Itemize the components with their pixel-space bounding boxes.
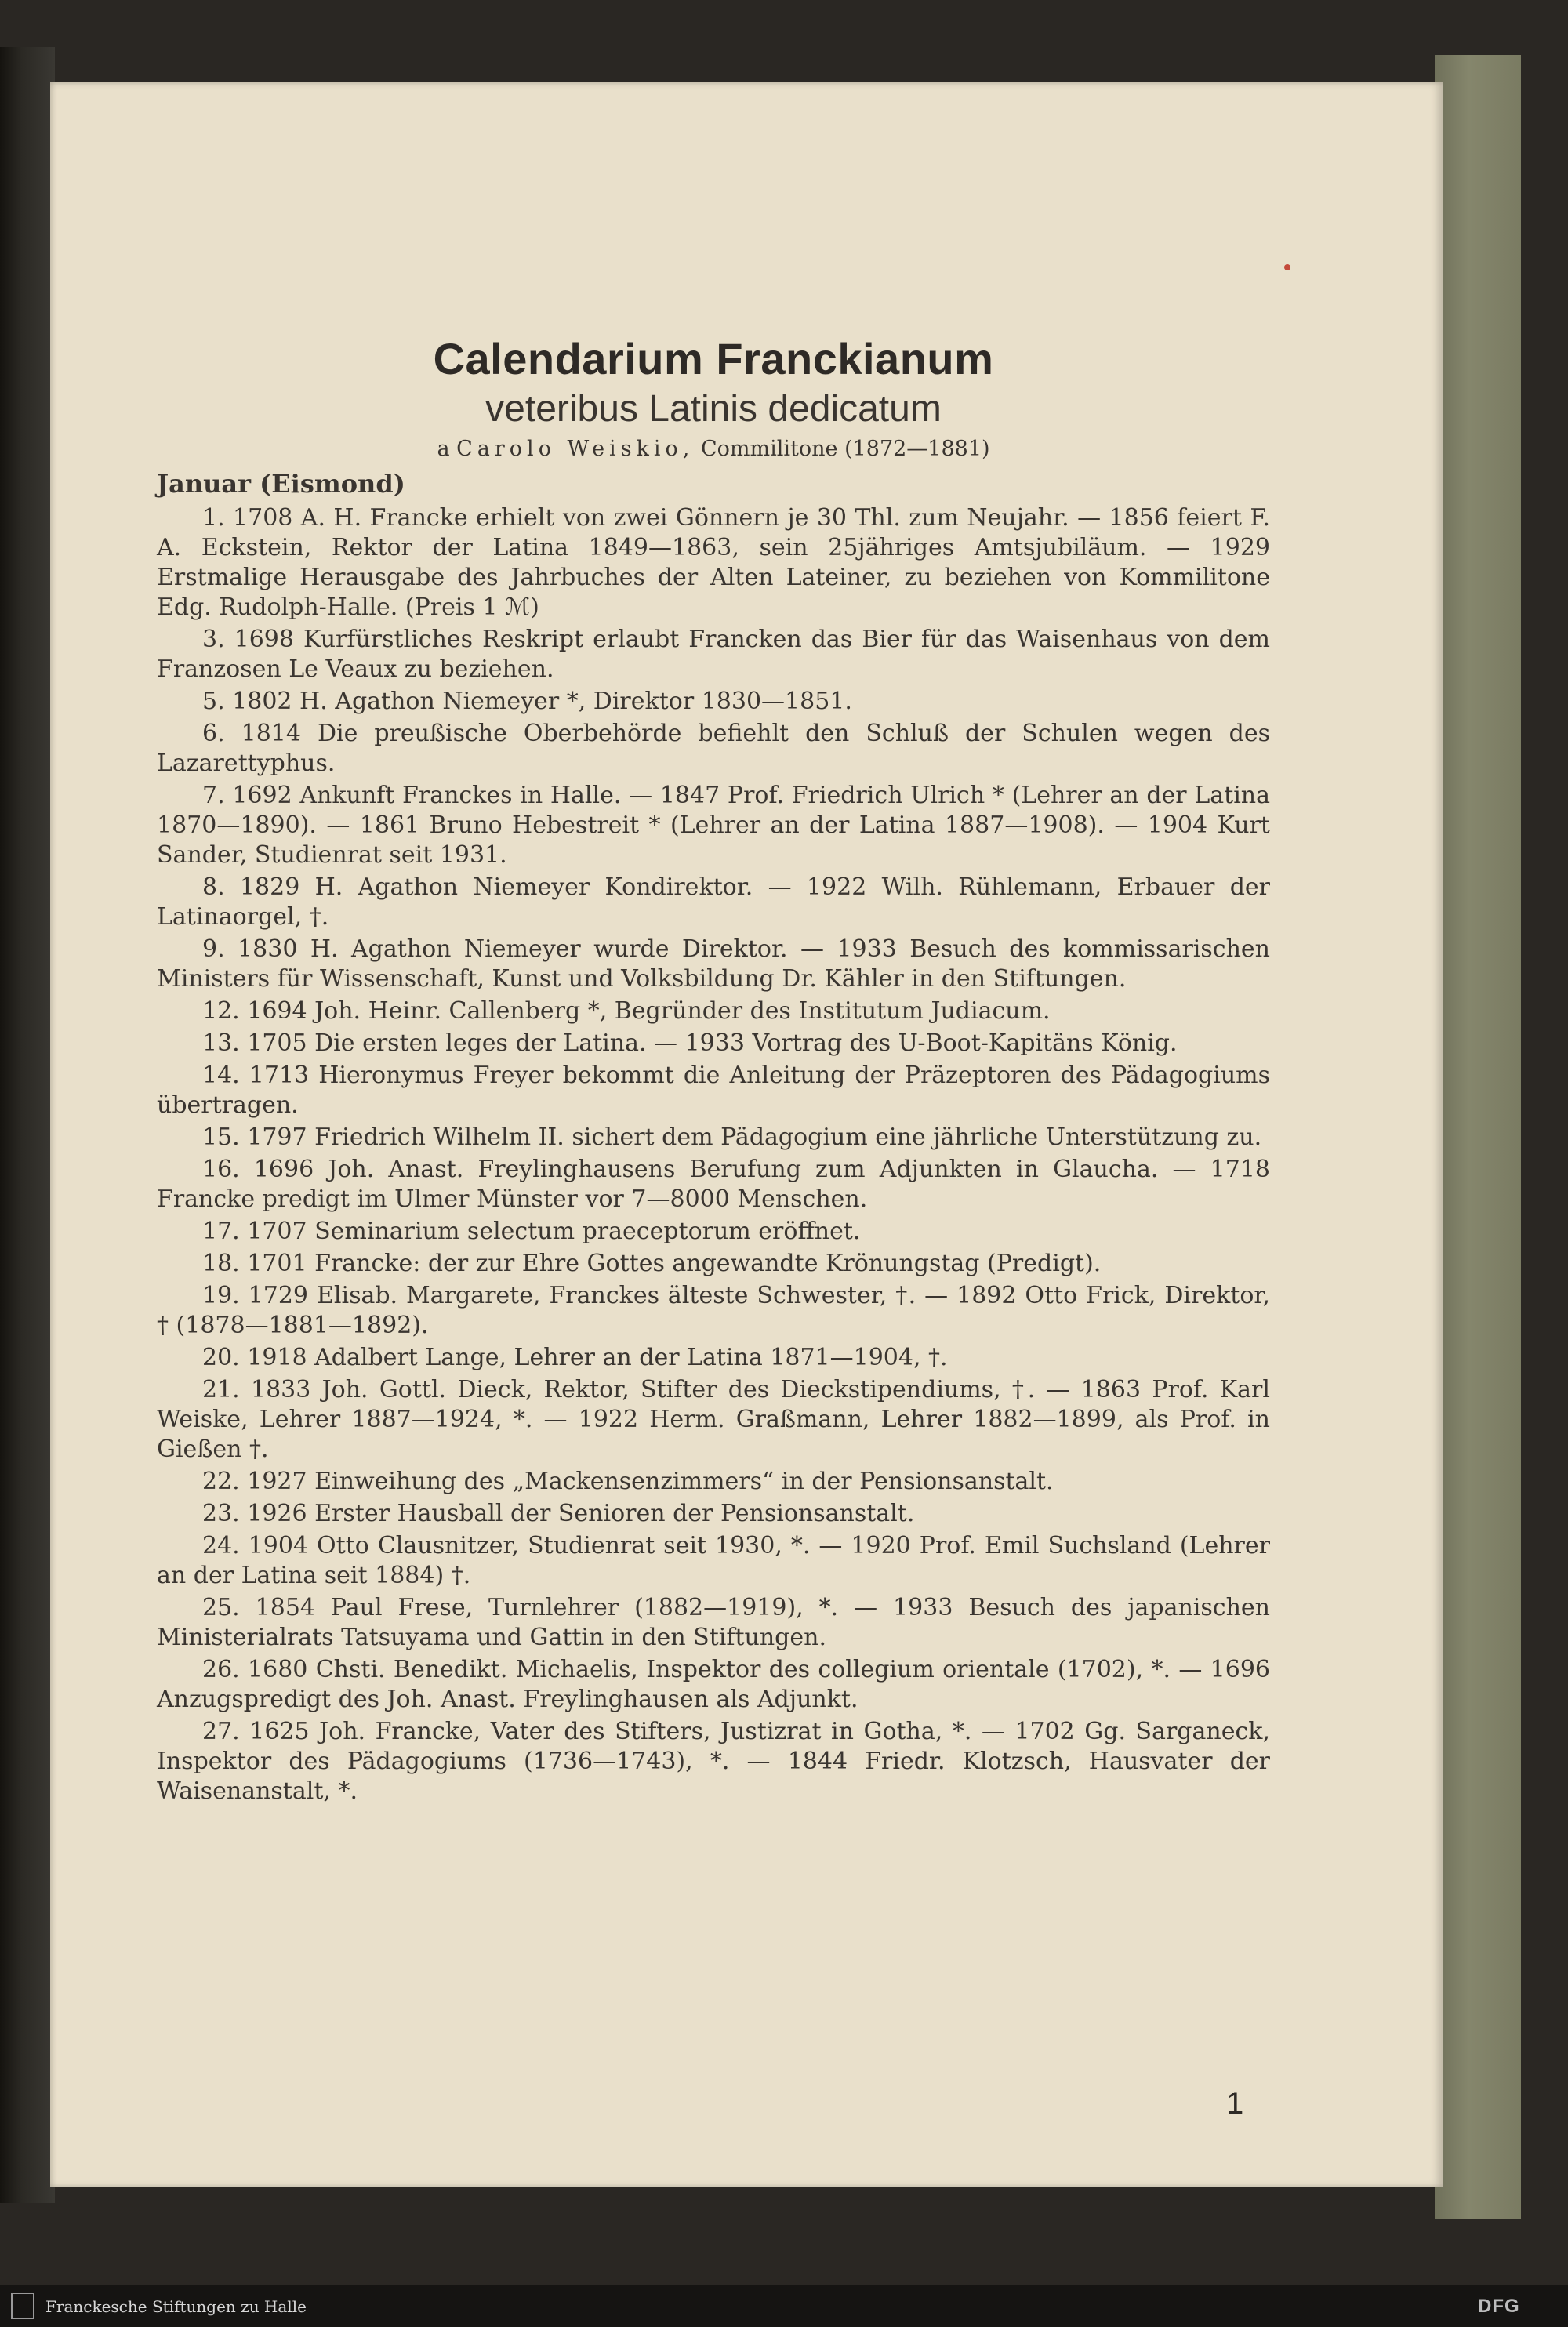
calendar-entry: 17. 1707 Seminarium selectum praeceptorum eröffnet.: [202, 1218, 861, 1245]
book-binding-left: [0, 47, 55, 2203]
calendar-entry: 24. 1904 Otto Clausnitzer, Studienrat seit 1930, *. — 1920 Prof. Emil Suchsland (Lehrer an der Latina seit 1884) †.: [157, 1532, 1270, 1589]
calendar-entry: 20. 1918 Adalbert Lange, Lehrer an der Latina 1871—1904, †.: [202, 1344, 948, 1371]
page-number: 1: [1226, 2086, 1244, 2121]
calendar-entry: 5. 1802 H. Agathon Niemeyer *, Direktor 1830—1851.: [202, 688, 852, 715]
calendar-entry: 15. 1797 Friedrich Wilhelm II. sichert dem Pädagogium eine jährliche Unterstützung zu.: [202, 1124, 1262, 1151]
calendar-entry: 8. 1829 H. Agathon Niemeyer Kondirektor. — 1922 Wilh. Rühlemann, Erbauer der Latinaorgel, †.: [157, 873, 1270, 931]
byline-prefix: a: [437, 437, 450, 461]
entry-list: [157, 503, 1270, 1806]
book-binding-right: [1435, 55, 1521, 2219]
calendar-entry: 23. 1926 Erster Hausball der Senioren der Pensionsanstalt.: [202, 1500, 915, 1527]
institution-logo-icon: [11, 2293, 34, 2319]
calendar-entry: 27. 1625 Joh. Francke, Vater des Stifters, Justizrat in Gotha, *. — 1702 Gg. Sarganeck, Inspektor des Pädagogiums (1736—1743), *. — 1844 Friedr. Klotzsch, Hausvater der Waisenanstalt, *.: [157, 1718, 1270, 1805]
institution-label: Franckesche Stiftungen zu Halle: [45, 2297, 307, 2316]
calendar-entry: 14. 1713 Hieronymus Freyer bekommt die Anleitung der Präzeptoren des Pädagogiums übertragen.: [157, 1062, 1270, 1119]
month-heading: Januar (Eismond): [157, 469, 405, 499]
page-subtitle: veteribus Latinis dedicatum: [485, 388, 942, 430]
dfg-logo: DFG: [1478, 2296, 1520, 2317]
calendar-entry: 21. 1833 Joh. Gottl. Dieck, Rektor, Stifter des Dieckstipendiums, †. — 1863 Prof. Karl Weiske, Lehrer 1887—1924, *. — 1922 Herm. Graßmann, Lehrer 1882—1899, als Prof. in Gießen †.: [157, 1376, 1270, 1463]
calendar-entry: 7. 1692 Ankunft Franckes in Halle. — 1847 Prof. Friedrich Ulrich * (Lehrer an der Latina 1870—1890). — 1861 Bruno Hebestreit * (Lehrer an der Latina 1887—1908). — 1904 Kurt Sander, Studienrat seit 1931.: [157, 782, 1270, 869]
calendar-entry: 22. 1927 Einweihung des „Mackensenzimmers“ in der Pensionsanstalt.: [202, 1468, 1054, 1495]
document-page: [50, 82, 1443, 2187]
byline: [157, 437, 1270, 461]
ink-mark: [1284, 264, 1290, 270]
byline-suffix: Commilitone (1872—1881): [700, 437, 990, 461]
calendar-entry: 18. 1701 Francke: der zur Ehre Gottes angewandte Krönungstag (Predigt).: [202, 1250, 1102, 1277]
calendar-entry: 12. 1694 Joh. Heinr. Callenberg *, Begründer des Institutum Judiacum.: [202, 997, 1051, 1025]
calendar-entry: 19. 1729 Elisab. Margarete, Franckes älteste Schwester, †. — 1892 Otto Frick, Direktor, † (1878—1881—1892).: [157, 1282, 1270, 1339]
calendar-entry: 16. 1696 Joh. Anast. Freylinghausens Berufung zum Adjunkten in Glaucha. — 1718 Francke predigt im Ulmer Münster vor 7—8000 Menschen.: [157, 1156, 1270, 1213]
page-content: [157, 333, 1270, 1809]
calendar-entry: 25. 1854 Paul Frese, Turnlehrer (1882—1919), *. — 1933 Besuch des japanischen Ministerialrats Tatsuyama und Gattin in den Stiftungen.: [157, 1594, 1270, 1651]
calendar-entry: 3. 1698 Kurfürstliches Reskript erlaubt Francken das Bier für das Waisenhaus von dem Franzosen Le Veaux zu beziehen.: [157, 626, 1270, 683]
calendar-entry: 9. 1830 H. Agathon Niemeyer wurde Direktor. — 1933 Besuch des kommissarischen Ministers für Wissenschaft, Kunst und Volksbildung Dr. Kähler in den Stiftungen.: [157, 935, 1270, 993]
calendar-entry: 13. 1705 Die ersten leges der Latina. — 1933 Vortrag des U-Boot-Kapitäns König.: [202, 1029, 1178, 1057]
calendar-entry: 26. 1680 Chsti. Benedikt. Michaelis, Inspektor des collegium orientale (1702), *. — 1696 Anzugspredigt des Joh. Anast. Freylinghausen als Adjunkt.: [157, 1656, 1270, 1713]
byline-name: Carolo Weiskio,: [456, 437, 695, 461]
calendar-entry: 6. 1814 Die preußische Oberbehörde befiehlt den Schluß der Schulen wegen des Lazarettyphus.: [157, 720, 1270, 777]
calendar-entry: 1. 1708 A. H. Francke erhielt von zwei Gönnern je 30 Thl. zum Neujahr. — 1856 feiert F. A. Eckstein, Rektor der Latina 1849—1863, sein 25jähriges Amtsjubiläum. — 1929 Erstmalige Herausgabe des Jahrbuches der Alten Lateiner, zu beziehen von Kommilitone Edg. Rudolph-Halle. (Preis 1 ℳ): [157, 504, 1270, 621]
page-title: Calendarium Franckianum: [433, 334, 994, 383]
